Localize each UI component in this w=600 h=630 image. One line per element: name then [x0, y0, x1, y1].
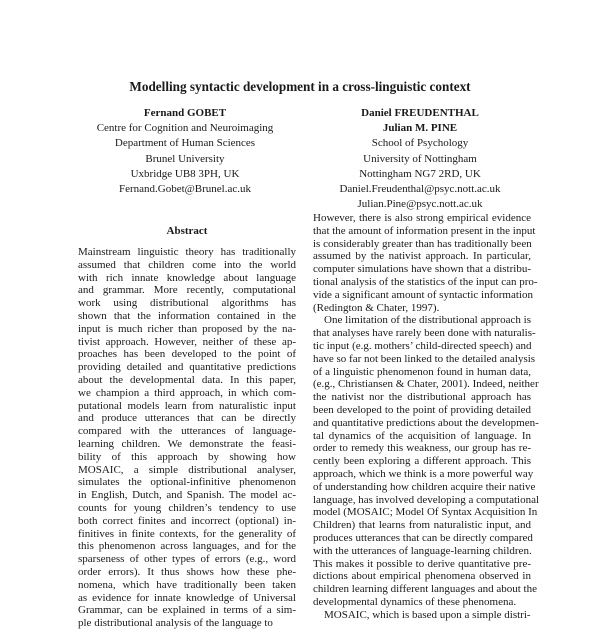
abstract-column	[78, 246, 296, 630]
text-line: proaches has been developed to the point of	[78, 348, 296, 361]
text-line: of a linguistic phenomenon found in human data,	[313, 365, 531, 378]
text-line: tivist approach. However, neither of these ap-	[78, 335, 296, 348]
text-line: tal dynamics of the acquisition of language. In	[313, 429, 531, 442]
text-line: assumed that children come into the world	[78, 258, 296, 271]
text-line: have so far not been linked to the detailed analysis	[313, 352, 536, 365]
text-line: and produce utterances that can be directly	[78, 412, 296, 425]
text-line: cently been exploring a different approach. This	[313, 455, 531, 468]
text-line: Grammar, can be explained in terms of a sim-	[78, 604, 296, 617]
affiliation-line: Brunel University	[145, 152, 225, 165]
text-line: input is much richer than proposed by the na-	[78, 322, 296, 335]
text-line: dictions about empirical phenomena observed in	[313, 570, 531, 583]
text-line: with the utterances of language-learning children.	[313, 544, 532, 557]
text-line: is considerably greater than has traditionally been	[313, 237, 532, 250]
text-line: shown that the information contained in the	[78, 309, 296, 322]
text-line: computer simulations have shown that a distribu-	[313, 263, 531, 276]
text-line: the nativist nor the distributional approach has	[313, 391, 531, 404]
text-line: MOSAIC, a simple distributional analyser,	[78, 463, 296, 476]
text-line: in English, Dutch, and Spanish. The model ac-	[78, 489, 296, 502]
text-line: work using distributional algorithms has	[78, 297, 296, 310]
text-line: model (MOSAIC; Model Of Syntax Acquisition In	[313, 506, 538, 519]
text-line: MOSAIC, which is based upon a simple distri-	[324, 608, 531, 621]
text-line: vide a significant amount of syntactic information	[313, 288, 533, 301]
text-line: assumed by the nativist approach. In particular,	[313, 250, 531, 263]
body-column-right	[313, 212, 540, 622]
text-line: nomena, which have traditionally been taken	[78, 578, 296, 591]
text-line: of understanding how children acquire their native	[313, 480, 536, 493]
text-line: produces utterances that can be directly compared	[313, 531, 533, 544]
author-name: Julian M. PINE	[382, 122, 458, 135]
affiliation-line: University of Nottingham	[363, 152, 477, 165]
text-line: Children) that learns from naturalistic input, and	[313, 519, 531, 532]
text-line: and quantitative predictions about the developmen-	[313, 416, 539, 429]
text-line: providing detailed and quantitative predictions	[78, 361, 296, 374]
author-email: Julian.Pine@psyc.nott.ac.uk	[357, 198, 483, 211]
text-line: approach, which we think is a more powerful way	[313, 467, 534, 480]
author-email: Daniel.Freudenthal@psyc.nott.ac.uk	[339, 183, 501, 196]
text-line: simulates the optional-infinitive phenomenon	[78, 476, 296, 489]
author-block-freudenthal-pine	[300, 106, 540, 212]
text-line: However, there is also strong empirical evidence	[313, 212, 531, 224]
text-line: been developed to the point of providing detailed	[313, 403, 531, 416]
author-name: Daniel FREUDENTHAL	[361, 107, 479, 119]
text-line: both correct finites and incorrect (optional) in-	[78, 514, 296, 527]
affiliation-line: School of Psychology	[371, 137, 469, 150]
author-name: Fernand GOBET	[143, 107, 227, 119]
text-line: children learning different languages and about the	[313, 583, 537, 596]
affiliation-line: Uxbridge UB8 3PH, UK	[130, 167, 240, 180]
text-line: tic input (e.g. mothers’ child-directed speech) and	[313, 339, 532, 352]
affiliation-line: Nottingham NG7 2RD, UK	[359, 167, 481, 180]
text-line: we champion a third approach, in which com-	[78, 386, 296, 399]
text-line: that the amount of information present in the input	[313, 224, 536, 237]
text-line: language, has involved developing a computational	[313, 493, 540, 506]
text-line: sparseness of other types of errors (e.g., word	[78, 553, 296, 566]
text-line: and grammar. More recently, computational	[78, 284, 296, 297]
text-line: This makes it possible to derive quantitative pre-	[313, 557, 531, 570]
abstract-heading: Abstract	[166, 225, 208, 237]
text-line: learning children. We demonstrate the feasi-	[78, 437, 296, 450]
text-line: with rich innate knowledge about language	[78, 271, 296, 284]
text-line: about the developmental data. In this paper,	[78, 373, 296, 386]
text-line: ple distributional analysis of the language to	[78, 617, 273, 630]
text-line: (e.g., Christiansen & Chater, 2001). Indeed, neither	[313, 378, 539, 391]
text-line: tional analysis of the statistics of the input can pro-	[313, 275, 538, 288]
affiliation-line: Centre for Cognition and Neuroimaging	[96, 122, 274, 135]
text-line: order to remedy this weakness, our group has re-	[313, 442, 531, 455]
paper-title: Modelling syntactic development in a cross-linguistic context	[129, 79, 471, 94]
text-line: (Redington & Chater, 1997).	[313, 301, 440, 314]
text-line: that analyses have rarely been done with naturalis-	[313, 327, 536, 340]
text-line: One limitation of the distributional approach is	[324, 314, 531, 327]
text-line: putational models learn from naturalistic input	[78, 399, 296, 412]
text-line: counts for young children’s tendency to use	[78, 501, 296, 514]
text-line: developmental dynamics of these phenomena.	[313, 595, 517, 608]
text-line: finitives in finite contexts, for the generality of	[78, 527, 296, 540]
affiliation-line: Department of Human Sciences	[114, 137, 256, 150]
author-block-gobet	[65, 106, 305, 197]
text-line: compared with the utterances of language-	[78, 425, 296, 438]
text-line: order errors). It thus shows how these phe-	[78, 565, 296, 578]
text-line: bility of this approach by showing how	[78, 450, 296, 463]
author-email: Fernand.Gobet@Brunel.ac.uk	[118, 183, 251, 196]
text-line: as evidence for innate knowledge of Universal	[78, 591, 296, 604]
text-line: this phenomenon across languages, and for the	[78, 540, 296, 553]
text-line: Mainstream linguistic theory has traditionally	[78, 246, 296, 258]
